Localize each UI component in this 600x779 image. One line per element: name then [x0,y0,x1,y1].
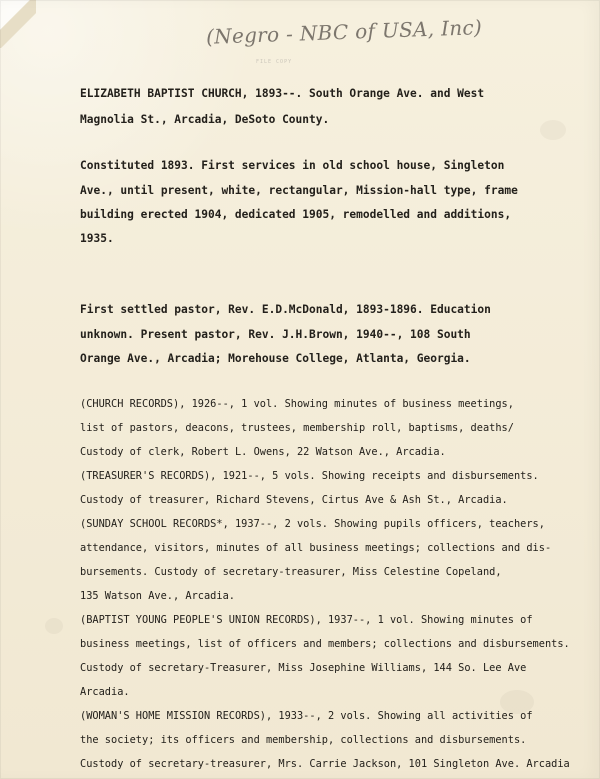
history-line: 1935. [80,232,114,245]
history-line: Ave., until present, white, rectangular, Mission-hall type, frame [80,184,518,197]
church-title-line: ELIZABETH BAPTIST CHURCH, 1893--. South Orange Ave. and West [80,87,485,100]
record-line: (WOMAN'S HOME MISSION RECORDS), 1933--, 2 vols. Showing all activities of [80,710,533,722]
history-line: building erected 1904, dedicated 1905, remodelled and additions, [80,208,512,221]
faint-stamp: FILE COPY [256,59,293,65]
record-line: Custody of secretary-treasurer, Mrs. Carrie Jackson, 101 Singleton Ave. Arcadia [80,758,570,770]
church-location-line: Magnolia St., Arcadia, DeSoto County. [80,113,330,126]
record-line: the society; its officers and membership, collections and disbursements. [80,734,527,746]
pastor-line: unknown. Present pastor, Rev. J.H.Brown, 1940--, 108 South [80,328,471,341]
record-line: Custody of secretary-Treasurer, Miss Josephine Williams, 144 So. Lee Ave [80,662,527,674]
record-line: list of pastors, deacons, trustees, membership roll, baptisms, deaths/ [80,422,514,434]
record-line: (TREASURER'S RECORDS), 1921--, 5 vols. Showing receipts and disbursements. [80,470,539,482]
paper-corner [0,0,36,48]
record-line: (CHURCH RECORDS), 1926--, 1 vol. Showing minutes of business meetings, [80,398,514,410]
record-line: (SUNDAY SCHOOL RECORDS*, 1937--, 2 vols. Showing pupils officers, teachers, [80,518,545,530]
record-line: business meetings, list of officers and members; collections and disbursements. [80,638,570,650]
pastor-line: Orange Ave., Arcadia; Morehouse College, Atlanta, Georgia. [80,352,471,365]
pastor-line: First settled pastor, Rev. E.D.McDonald, 1893-1896. Education [80,303,491,316]
record-line: attendance, visitors, minutes of all business meetings; collections and dis- [80,542,552,554]
paper-stain [540,120,566,140]
record-line: 135 Watson Ave., Arcadia. [80,590,235,602]
paper-stain [45,618,63,634]
handwritten-annotation: (Negro - NBC of USA, Inc) [205,15,483,49]
record-line: Custody of clerk, Robert L. Owens, 22 Watson Ave., Arcadia. [80,446,446,458]
record-line: Custody of treasurer, Richard Stevens, Cirtus Ave & Ash St., Arcadia. [80,494,508,506]
record-line: (BAPTIST YOUNG PEOPLE'S UNION RECORDS), 1937--, 1 vol. Showing minutes of [80,614,533,626]
record-line: Arcadia. [80,686,130,698]
history-line: Constituted 1893. First services in old school house, Singleton [80,159,505,172]
record-line: bursements. Custody of secretary-treasurer, Miss Celestine Copeland, [80,566,502,578]
